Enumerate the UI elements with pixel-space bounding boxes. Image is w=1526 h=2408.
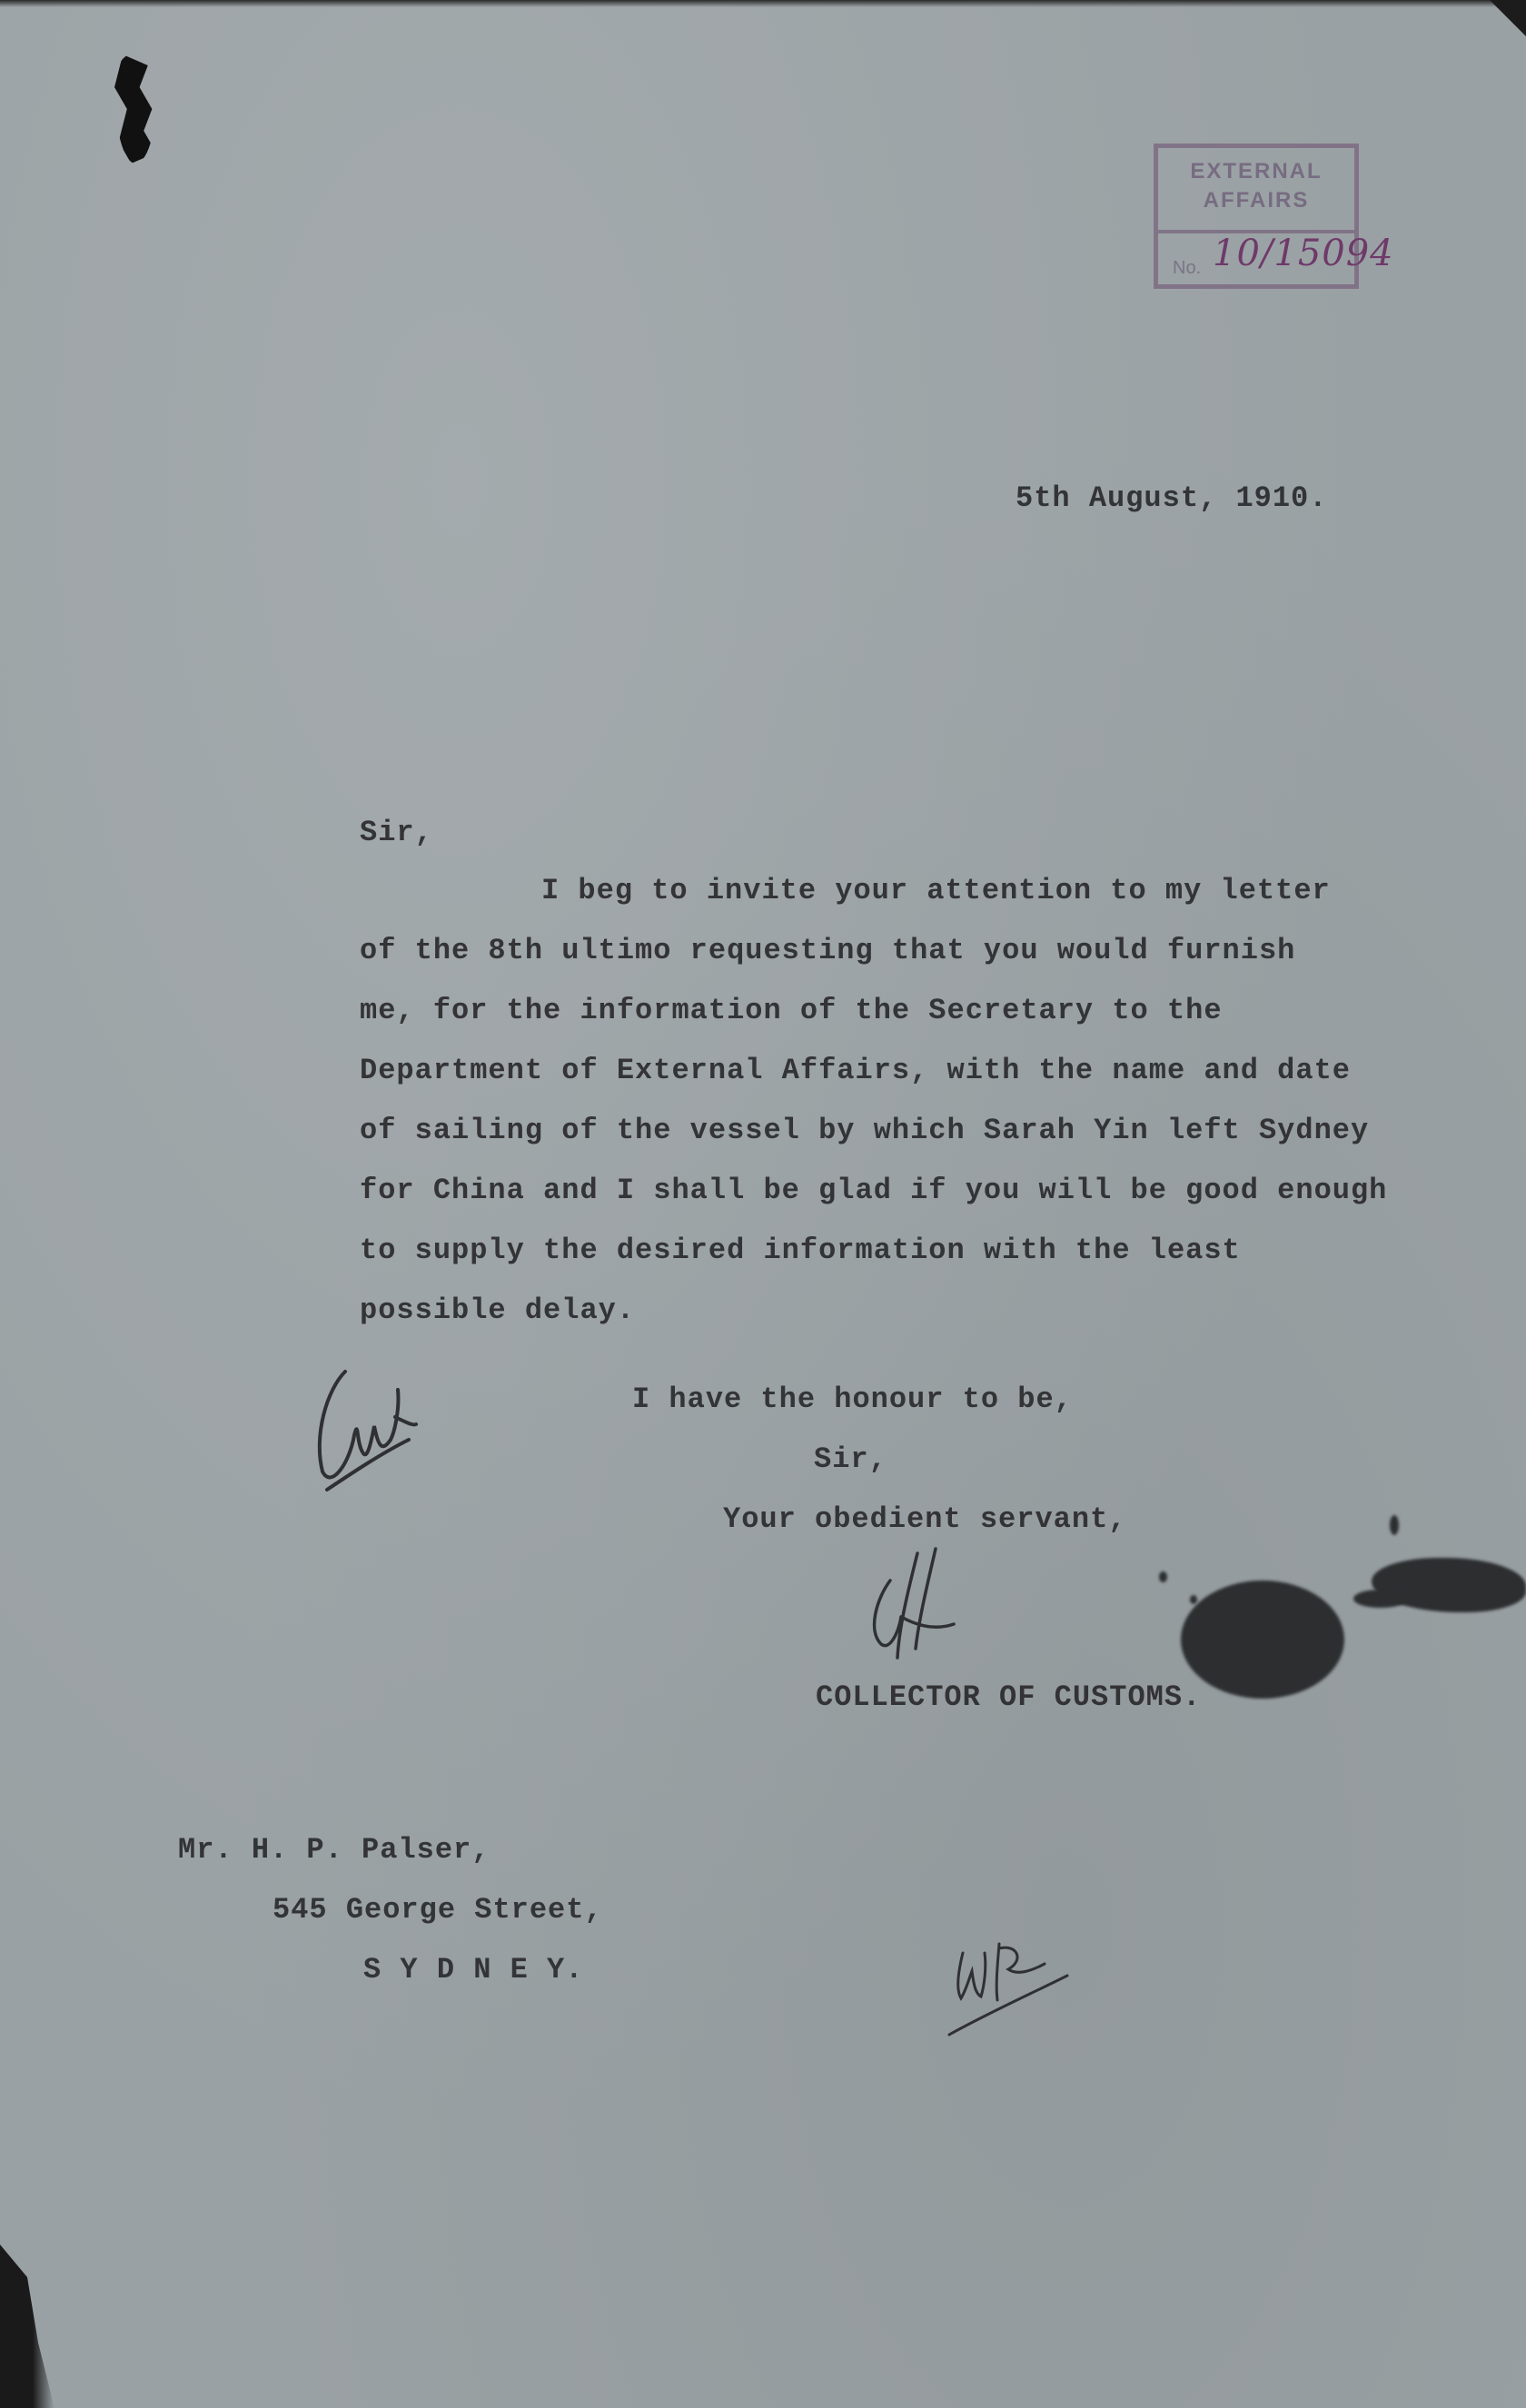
ink-dot-3: [1190, 1595, 1197, 1604]
collector-signature: [863, 1544, 963, 1662]
addressee-name: Mr. H. P. Palser,: [178, 1833, 490, 1867]
body-line-6: for China and I shall be glad if you will be good enough: [360, 1174, 1388, 1207]
stamp-line-2: AFFAIRS: [1203, 188, 1310, 213]
ink-dot-1: [1390, 1515, 1399, 1535]
signatory-title: COLLECTOR OF CUSTOMS.: [816, 1680, 1202, 1714]
body-line-4: Department of External Affairs, with the name and date: [360, 1054, 1351, 1087]
closing-line-1: I have the honour to be,: [632, 1382, 1073, 1416]
addressee-city: S Y D N E Y.: [363, 1953, 584, 1987]
letter-date: 5th August, 1910.: [1016, 481, 1328, 515]
torn-corner: [1490, 0, 1526, 36]
lower-initials-signature: [945, 1935, 1072, 2044]
margin-initials-signature: [309, 1353, 418, 1499]
body-line-7: to supply the desired information with the least: [360, 1234, 1241, 1267]
stamp-line-1: EXTERNAL: [1190, 159, 1323, 183]
ink-smear: [1353, 1590, 1408, 1608]
closing-line-3: Your obedient servant,: [723, 1502, 1127, 1536]
body-line-8: possible delay.: [360, 1293, 636, 1327]
ink-blot-large: [1181, 1581, 1344, 1699]
body-line-1: I beg to invite your attention to my letter: [541, 874, 1331, 907]
closing-line-2: Sir,: [814, 1442, 887, 1476]
ink-dot-2: [1159, 1571, 1167, 1582]
stamp-file-number: 10/15094: [1213, 233, 1394, 274]
addressee-street: 545 George Street,: [272, 1893, 603, 1927]
salutation: Sir,: [360, 816, 433, 849]
body-line-2: of the 8th ultimo requesting that you would furnish: [360, 934, 1296, 967]
paper-hole: [114, 55, 156, 164]
external-affairs-stamp: [1154, 144, 1394, 289]
top-edge-shadow: [0, 0, 1526, 7]
stamp-number-label: No.: [1173, 258, 1202, 278]
body-line-3: me, for the information of the Secretary to the: [360, 994, 1223, 1027]
body-line-5: of sailing of the vessel by which Sarah Yin left Sydney: [360, 1114, 1370, 1147]
torn-edge: [0, 2244, 54, 2408]
